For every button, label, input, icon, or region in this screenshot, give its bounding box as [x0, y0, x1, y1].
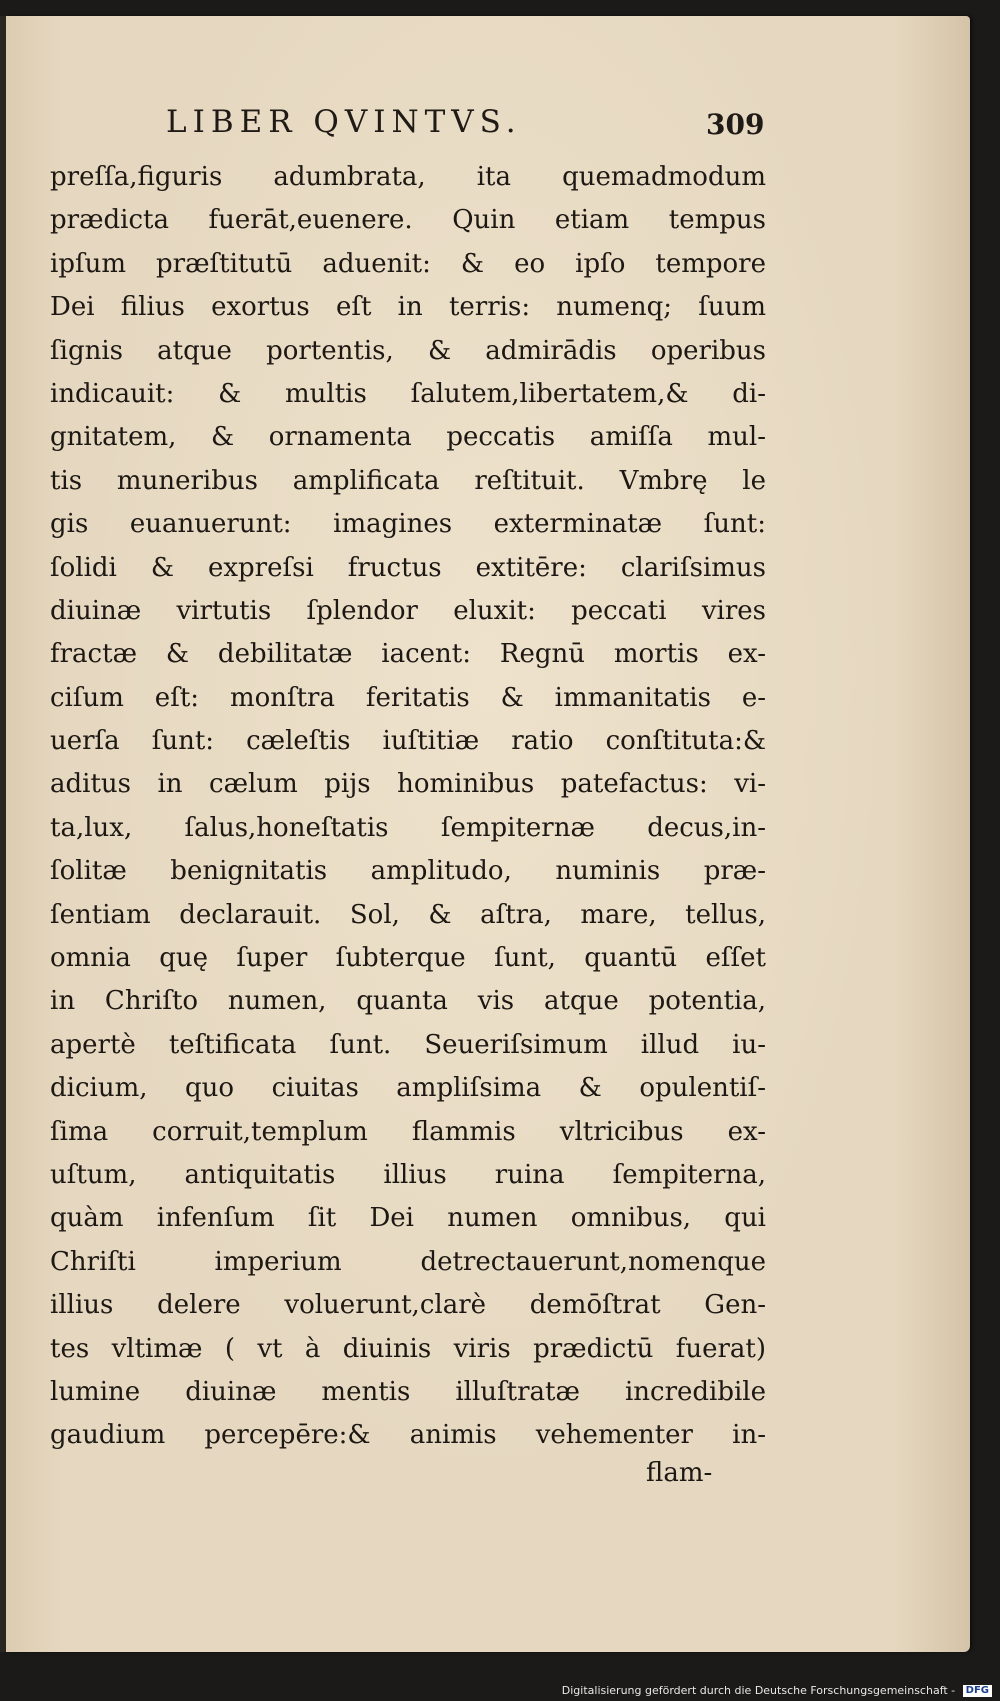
text-line: gaudium percepēre:& animis vehementer in-: [50, 1420, 766, 1451]
text-line: ipſum præſtitutū aduenit: & eo ipſo tempore: [50, 248, 766, 279]
text-line: tes vltimæ ( vt à diuinis viris prædictū fuerat): [50, 1333, 766, 1364]
text-line: Dei filius exortus eſt in terris: numenq; ſuum: [50, 292, 766, 323]
running-title: LIBER QVINTVS.: [166, 104, 522, 140]
book-page: [6, 16, 970, 1652]
credit-text: Digitalisierung gefördert durch die Deutsche Forschungsgemeinschaft -: [561, 1684, 956, 1697]
text-line: aditus in cælum pijs hominibus patefactus: vi-: [50, 769, 766, 800]
text-line: ciſum eſt: monſtra feritatis & immanitatis e-: [50, 682, 766, 713]
text-line: Chriſti imperium detrectauerunt,nomenque: [50, 1246, 766, 1277]
text-line: lumine diuinæ mentis illuſtratæ incredibile: [50, 1376, 766, 1407]
text-line: ſolitæ benignitatis amplitudo, numinis præ-: [50, 856, 766, 887]
text-line: diuinæ virtutis ſplendor eluxit: peccati vires: [50, 595, 766, 626]
text-line: ſima corruit,templum flammis vltricibus ex-: [50, 1116, 766, 1147]
digitization-credit: [562, 1684, 992, 1697]
text-line: gnitatem, & ornamenta peccatis amiſſa mul-: [50, 422, 766, 453]
text-line: ſignis atque portentis, & admirādis operibus: [50, 335, 766, 366]
text-line: preſſa,figuris adumbrata, ita quemadmodum: [50, 162, 766, 192]
text-line: ta,lux, ſalus,honeſtatis ſempiternæ decus,in-: [50, 812, 766, 843]
text-line: ſentiam declarauit. Sol, & aſtra, mare, tellus,: [50, 899, 766, 930]
body-text: [50, 156, 766, 1458]
text-line: in Chriſto numen, quanta vis atque potentia,: [50, 986, 766, 1017]
text-line: indicauit: & multis ſalutem,libertatem,& di-: [50, 378, 766, 409]
text-line: ſolidi & expreſsi fructus extitēre: clariſsimus: [50, 552, 766, 583]
text-line: fractæ & debilitatæ iacent: Regnū mortis ex-: [50, 639, 766, 670]
text-line: tis muneribus amplificata reſtituit. Vmbrę le: [50, 465, 766, 496]
text-line: illius delere voluerunt,clarè demōſtrat Gen-: [50, 1290, 766, 1321]
text-line: quàm infenſum ſit Dei numen omnibus, qui: [50, 1203, 766, 1234]
text-line: gis euanuerunt: imagines exterminatæ ſunt:: [50, 509, 766, 540]
text-line: dicium, quo ciuitas ampliſsima & opulentiſ-: [50, 1073, 766, 1104]
text-line: prædicta fuerāt,euenere. Quin etiam tempus: [50, 205, 766, 236]
page-number: 309: [706, 108, 765, 141]
text-line: uſtum, antiquitatis illius ruina ſempiterna,: [50, 1159, 766, 1190]
text-line: omnia quę ſuper ſubterque ſunt, quantū eſſet: [50, 943, 766, 974]
text-line: apertè teſtificata ſunt. Seueriſsimum illud iu-: [50, 1029, 766, 1060]
text-line: uerſa ſunt: cæleſtis iuſtitiæ ratio conſtituta:&: [50, 726, 766, 757]
dfg-logo-icon: DFG: [963, 1685, 992, 1697]
catchword: flam-: [646, 1458, 713, 1488]
